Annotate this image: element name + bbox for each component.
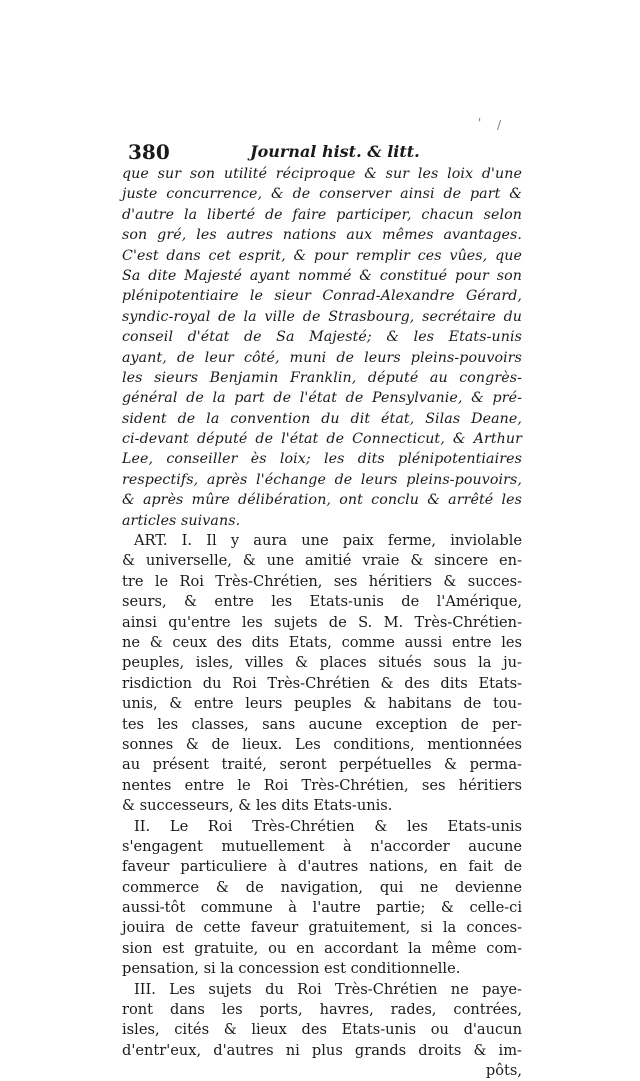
text-line: tes les classes, sans aucune exception de per- — [122, 715, 522, 733]
text-line: & universelle, & une amitié vraie & sincere en- — [122, 552, 522, 570]
text-line: juste concurrence, & de conserver ainsi de part & — [122, 186, 522, 203]
text-line: ront dans les ports, havres, rades, contrées, — [122, 1001, 522, 1019]
running-title: Journal hist. & litt. — [250, 142, 420, 161]
text-line: sonnes & de lieux. Les conditions, mentionnées — [122, 735, 522, 753]
text-line: d'autre la liberté de faire participer, chacun selon — [122, 206, 522, 223]
text-line: jouira de cette faveur gratuitement, si la conces- — [122, 919, 522, 937]
text-line: syndic-royal de la ville de Strasbourg, secrétaire du — [122, 308, 522, 325]
text-line: sident de la convention du dit état, Silas Deane, — [122, 410, 522, 427]
text-line: & successeurs, & les dits Etats-unis. — [122, 797, 393, 815]
book-page — [122, 140, 522, 1081]
text-line: pensation, si la concession est conditionnelle. — [122, 960, 461, 978]
text-line: général de la part de l'état de Pensylvanie, & pré- — [122, 390, 522, 407]
text-line: tre le Roi Très-Chrétien, ses héritiers & succes- — [122, 572, 522, 590]
text-line: C'est dans cet esprit, & pour remplir ces vûes, que — [122, 247, 522, 264]
text-line: que sur son utilité réciproque & sur les loix d'une — [122, 166, 522, 182]
text-line: conseil d'état de Sa Majesté; & les Etats-unis — [122, 329, 522, 346]
text-line: s'engagent mutuellement à n'accorder aucune — [122, 837, 522, 855]
text-line: plénipotentiaire le sieur Conrad-Alexandre Gérard, — [122, 288, 522, 305]
text-line: ainsi qu'entre les sujets de S. M. Très-Chrétien- — [122, 613, 522, 631]
text-line: nentes entre le Roi Très-Chrétien, ses héritiers — [122, 776, 522, 794]
page-number: 380 — [128, 140, 170, 164]
text-line: sion est gratuite, ou en accordant la même com- — [122, 939, 522, 957]
text-line: risdiction du Roi Très-Chrétien & des dits Etats- — [122, 674, 522, 692]
text-line: unis, & entre leurs peuples & habitans de tou- — [122, 695, 522, 713]
text-line: respectifs, après l'échange de leurs pleins-pouvoirs, — [122, 471, 522, 488]
text-line: son gré, les autres nations aux mêmes avantages. — [122, 227, 522, 244]
text-line: ne & ceux des dits Etats, comme aussi entre les — [122, 633, 522, 651]
article-2-first-line: II. Le Roi Très-Chrétien & les Etats-unis — [134, 817, 522, 835]
text-line: faveur particuliere à d'autres nations, en fait de — [122, 858, 522, 876]
treaty-preamble — [122, 164, 522, 531]
text-line: Sa dite Majesté ayant nommé & constitué pour son — [122, 267, 522, 284]
text-line: au présent traité, seront perpétuelles & perma- — [122, 756, 522, 774]
catchword: pôts, — [485, 1062, 522, 1080]
text-line: les sieurs Benjamin Franklin, député au congrès- — [122, 369, 522, 386]
text-line: Lee, conseiller ès loix; les dits plénipotentiaires — [122, 451, 522, 468]
text-line: & après mûre délibération, ont conclu & arrêté les — [122, 492, 522, 509]
text-line: seurs, & entre les Etats-unis de l'Amérique, — [122, 593, 522, 611]
print-speck: ' — [478, 116, 482, 130]
running-head — [122, 140, 522, 164]
print-speck: / — [497, 118, 502, 132]
treaty-articles — [122, 531, 522, 1061]
text-line: commerce & de navigation, qui ne devienne — [122, 878, 522, 896]
article-3-first-line: III. Les sujets du Roi Très-Chrétien ne paye- — [134, 980, 522, 998]
text-line: articles suivans. — [122, 512, 241, 529]
text-line: ayant, de leur côté, muni de leurs pleins-pouvoirs — [122, 349, 522, 366]
text-line: peuples, isles, villes & places situés sous la ju- — [122, 654, 522, 672]
article-1-first-line: ART. I. Il y aura une paix ferme, inviolable — [134, 532, 522, 550]
text-line: isles, cités & lieux des Etats-unis ou d'aucun — [122, 1021, 522, 1039]
text-line: aussi-tôt commune à l'autre partie; & celle-ci — [122, 899, 522, 917]
text-line: d'entr'eux, d'autres ni plus grands droits & im- — [122, 1041, 522, 1059]
text-line: ci-devant député de l'état de Connecticut, & Arthur — [122, 431, 522, 448]
